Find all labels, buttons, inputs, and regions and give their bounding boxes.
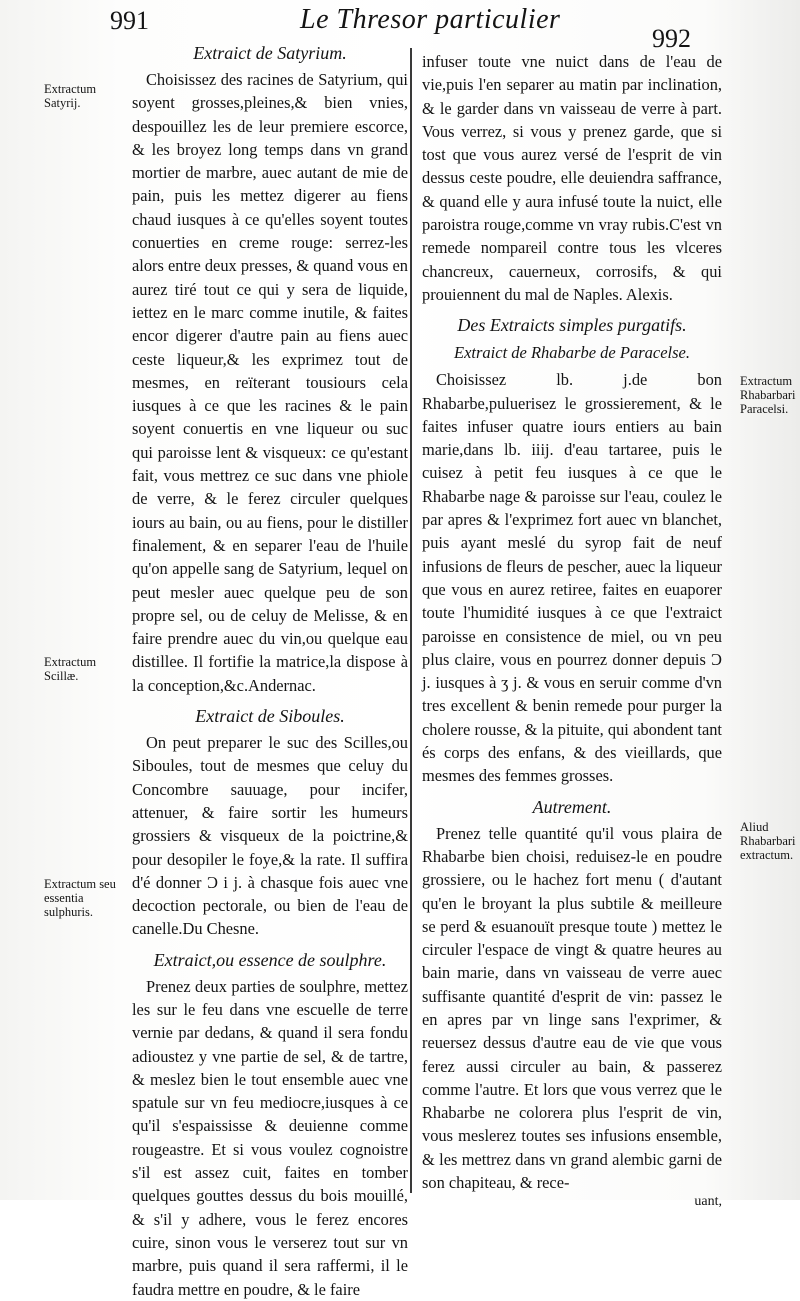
heading-satyrium: Extraict de Satyrium. <box>193 43 347 63</box>
heading-extraicts-purgatifs: Des Extraicts simples purgatifs. <box>457 315 687 336</box>
running-title: Le Thresor particulier <box>300 4 561 35</box>
heading-siboules: Extraict de Siboules. <box>195 706 345 727</box>
paragraph-soulphre-continued: infuser toute vne nuict dans de l'eau de vie,puis l'en separer au matin par inclination, & le garder dans vn vaisseau de verre à part. Vous verrez, si vous y prenez garde, que si tost que vous aurez versé de l'esprit de vin dessus ceste poudre, elle deuiendra saffrance, & quand elle y aura infusé toute la nuict, elle paroistra rouge,comme vn vray rubis.C'est vn remede nompareil contre tous les vlceres chancreux, cauerneux, corrosifs, & qui prouiennent du mal de Naples. Alexis. <box>422 52 722 304</box>
paragraph-autrement: Prenez telle quantité qu'il vous plaira de Rhabarbe bien choisi, reduisez-le en poudre grossiere, ou le hachez fort menu ( d'autant qu'en le broyant la plus subtile & meilleure se perd & esuanouït presque toute ) mettez le circuler l'espace de vingt & quatre heures au bain marie, dans vn vaisseau de verre auec suffisante quantité d'esprit de vin: passez le en apres par vn linge sans l'exprimer, & reuersez dessus d'autre eau de vie que vous ferez aussi circuler au bain, & passerez comme l'autre. Et lors que vous verrez que le Rhabarbe ne colorera plus l'esprit de vin, vous meslerez toutes ses infusions ensemble, & les mettrez dans vn grand alembic garni de son chapiteau, & rece- <box>422 823 722 1193</box>
margin-note-rhabarb-paracelsi: Extractum Rhabarbari Paracelsi. <box>740 374 796 416</box>
page-number-left: 991 <box>110 6 149 35</box>
page-number-right: 992 <box>652 24 691 53</box>
left-column <box>132 40 408 1301</box>
right-column <box>422 50 722 1210</box>
heading-autrement: Autrement. <box>532 796 612 817</box>
margin-note-satyrium: Extractum Satyrij. <box>44 82 97 110</box>
margin-note-sulphur: Extractum seu essentia sulphuris. <box>44 877 116 919</box>
margin-note-rhabarb-aliud: Aliud Rhabarbari extractum. <box>740 820 796 862</box>
heading-soulphre: Extraict,ou essence de soulphre. <box>153 949 387 970</box>
paragraph-satyrium: Choisissez des racines de Satyrium, qui soyent grosses,pleines,& bien vnies, despouillez les de leur premiere escorce, & les broyez long temps dans vn grand mortier de marbre, auec autant de mie de pain, puis les mettez digerer au fiens chaud iusques à ce qu'elles soyent toutes conuerties en creme rouge: serrez-les alors entre deux presses, & quand vous en aurez tiré tout ce qui y sera de liquide, iettez en le marc comme inutile, & faites encor digerer d'autre pain au fiens auec ceste liqueur,& les exprimez tout de mesmes, en reïterant tousiours cela iusques à ce que les racines & le pain soyent conuertis en vne liqueur ou suc qui paroisse lent & visqueux: ce qu'estant fait, vous mettrez ce suc dans vne phiole de verre, & le ferez circuler quelques iours au bain, ou au fiens, pour le distiller finalement, & en separer l'eau de l'huile qu'on appelle sang de Satyrium, lequel on peut mesler auec quelque peu de son propre sel, ou de celuy de Melisse, & en faire prendre auec du vin,ou quelque eau distillee. Il fortifie la matrice,la dispose à la conception,&c.Andernac. <box>132 70 408 695</box>
catchword: uant, <box>694 1194 722 1210</box>
paragraph-soulphre: Prenez deux parties de soulphre, mettez les sur le feu dans vne escuelle de terre vernie par dedans, & quand il sera fondu adioustez y vne partie de sel, & de tartre, & meslez bien le tout ensemble auec vne spatule sur vn feu mediocre,iusques à ce qu'il s'espaississe & deuienne comme rougeastre. Et si vous voulez cognoistre s'il est assez cuit, faites en tomber quelques gouttes dessus du bois mouillé, & s'il y adhere, vous le ferez encores cuire, sinon vous le verserez tout sur vn marbre, puis quand il sera raffermi, il le faudra mettre en poudre, & le faire <box>132 976 408 1299</box>
paragraph-rhabarbe-paracelse: Choisissez lb. j.de bon Rhabarbe,puluerisez le grossierement, & le faites infuser quatre iours entiers au bain marie,dans lb. iiij. d'eau tartaree, puis le cuisez à petit feu iusques à ce que le Rhabarbe nage & paroisse sur l'eau, coulez le par apres & l'exprimez fort auec vn blanchet, puis ayant meslé du syrop fait de neuf infusions de fleurs de pescher, auec la liqueur que vous en aurez retiree, faites en euaporer toute l'humidité iusques à ce que l'extraict paroisse en consistence de miel, ou vn peu plus claire, vous en pourrez donner depuis Ɔ j. iusques à ʒ j. & vous en seruir comme d'vn tres excellent & benin remede pour purger la cholere rousse, & la pituite, qui abondent tant és corps des enfans, & des vieillards, que mesmes des femmes grosses. <box>422 370 722 786</box>
margin-note-scillae: Extractum Scillæ. <box>44 655 97 683</box>
column-divider <box>410 48 412 1193</box>
paragraph-siboules: On peut preparer le suc des Scilles,ou Siboules, tout de mesmes que celuy du Concombre sauuage, pour incifer, attenuer, & faire sortir les humeurs grossiers & visqueux de la poictrine,& pour desopiler le foye,& la rate. Il suffira d'é donner Ɔ i j. à chasque fois auec vne decoction pectorale, ou bien de l'eau de canelle.Du Chesne. <box>132 733 408 939</box>
heading-rhabarbe-paracelse: Extraict de Rhabarbe de Paracelse. <box>454 343 690 363</box>
